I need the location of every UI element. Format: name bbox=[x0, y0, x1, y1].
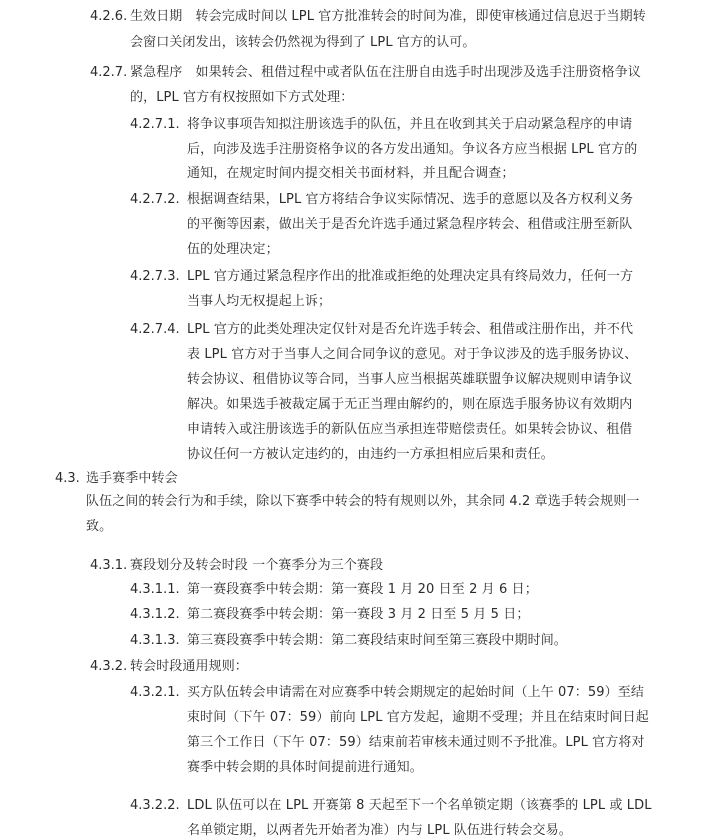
section-number: 4.3.2.1. bbox=[130, 685, 180, 700]
section-text-line: 的，LPL 官方有权按照如下方式处理： bbox=[130, 90, 354, 105]
section-number: 4.3.1.2. bbox=[130, 607, 180, 622]
section-text-line: 通知，在规定时间内提交相关书面材料，并且配合调查； bbox=[187, 166, 515, 181]
section-text-line: 转会时段通用规则： bbox=[130, 659, 248, 674]
section-text-line: 协议任何一方被认定违约的，由违约一方承担相应后果和责任。 bbox=[187, 447, 554, 462]
section-text-line: 会窗口关闭发出，该转会仍然视为得到了 LPL 官方的认可。 bbox=[130, 35, 476, 50]
section-number: 4.2.7.3. bbox=[130, 269, 180, 284]
section-text-line: 束时间（下午 07：59）前向 LPL 官方发起，逾期不受理；并且在结束时间日起 bbox=[187, 710, 649, 725]
section-text-line: 第三赛段赛季中转会期：第二赛段结束时间至第三赛段中期时间。 bbox=[187, 633, 567, 648]
section-number: 4.2.7.2. bbox=[130, 192, 180, 207]
section-number: 4.3. bbox=[55, 471, 80, 486]
section-text-line: 根据调查结果，LPL 官方将结合争议实际情况、选手的意愿以及各方权利义务 bbox=[187, 192, 634, 207]
section-text-line: LPL 官方通过紧急程序作出的批准或拒绝的处理决定具有终局效力，任何一方 bbox=[187, 269, 634, 284]
section-number: 4.3.1.1. bbox=[130, 582, 180, 597]
section-text-line: 申请转入或注册该选手的新队伍应当承担连带赔偿责任。如果转会协议、租借 bbox=[187, 422, 633, 437]
section-text-line: 队伍之间的转会行为和手续，除以下赛季中转会的特有规则以外，其余同 4.2 章选手转会规则一 bbox=[86, 494, 640, 509]
section-number: 4.3.2. bbox=[90, 659, 128, 674]
section-number: 4.3.1. bbox=[90, 558, 128, 573]
section-text-line: LDL 队伍可以在 LPL 开赛第 8 天起至下一个名单锁定期（该赛季的 LPL 或 LDL bbox=[187, 798, 652, 813]
section-text-line: 赛段划分及转会时段 一个赛季分为三个赛段 bbox=[130, 558, 384, 573]
section-number: 4.2.7. bbox=[90, 65, 128, 80]
section-text-line: 第一赛段赛季中转会期：第一赛段 1 月 20 日至 2 月 6 日； bbox=[187, 582, 538, 597]
section-text-line: 的平衡等因素，做出关于是否允许选手通过紧急程序转会、租借或注册至新队 bbox=[187, 217, 633, 232]
section-text-line: 买方队伍转会申请需在对应赛季中转会期规定的起始时间（上午 07：59）至结 bbox=[187, 685, 644, 700]
section-text-line: 解决。如果选手被裁定属于无正当理由解约的，则在原选手服务协议有效期内 bbox=[187, 397, 633, 412]
section-text-line: 伍的处理决定； bbox=[187, 242, 279, 257]
section-text-line: 转会协议、租借协议等合同，当事人应当根据英雄联盟争议解决规则申请争议 bbox=[187, 372, 633, 387]
section-text-line: 将争议事项告知拟注册该选手的队伍，并且在收到其关于启动紧急程序的申请 bbox=[187, 117, 633, 132]
section-number: 4.2.7.1. bbox=[130, 117, 180, 132]
section-number: 4.2.7.4. bbox=[130, 322, 180, 337]
section-text-line: 表 LPL 官方对于当事人之间合同争议的意见。对于争议涉及的选手服务协议、 bbox=[187, 347, 638, 362]
section-text-line: LPL 官方的此类处理决定仅针对是否允许选手转会、租借或注册作出，并不代 bbox=[187, 322, 634, 337]
section-number: 4.2.6. bbox=[90, 9, 128, 24]
section-text-line: 生效日期 转会完成时间以 LPL 官方批准转会的时间为准，即使审核通过信息迟于当期转 bbox=[130, 9, 646, 24]
section-text-line: 后，向涉及选手注册资格争议的各方发出通知。争议各方应当根据 LPL 官方的 bbox=[187, 142, 638, 157]
section-text-line: 名单锁定期，以两者先开始者为准）内与 LPL 队伍进行转会交易。 bbox=[187, 823, 572, 838]
section-number: 4.3.2.2. bbox=[130, 798, 180, 813]
section-text-line: 第二赛段赛季中转会期：第一赛段 3 月 2 日至 5 月 5 日； bbox=[187, 607, 530, 622]
section-text-line: 选手赛季中转会 bbox=[86, 471, 178, 486]
section-text-line: 赛季中转会期的具体时间提前进行通知。 bbox=[187, 760, 423, 775]
section-text-line: 紧急程序 如果转会、租借过程中或者队伍在注册自由选手时出现涉及选手注册资格争议 bbox=[130, 65, 641, 80]
section-text-line: 当事人均无权提起上诉； bbox=[187, 294, 332, 309]
section-number: 4.3.1.3. bbox=[130, 633, 180, 648]
section-text-line: 致。 bbox=[86, 519, 113, 534]
section-text-line: 第三个工作日（下午 07：59）结束前若审核未通过则不予批准。LPL 官方将对 bbox=[187, 735, 645, 750]
